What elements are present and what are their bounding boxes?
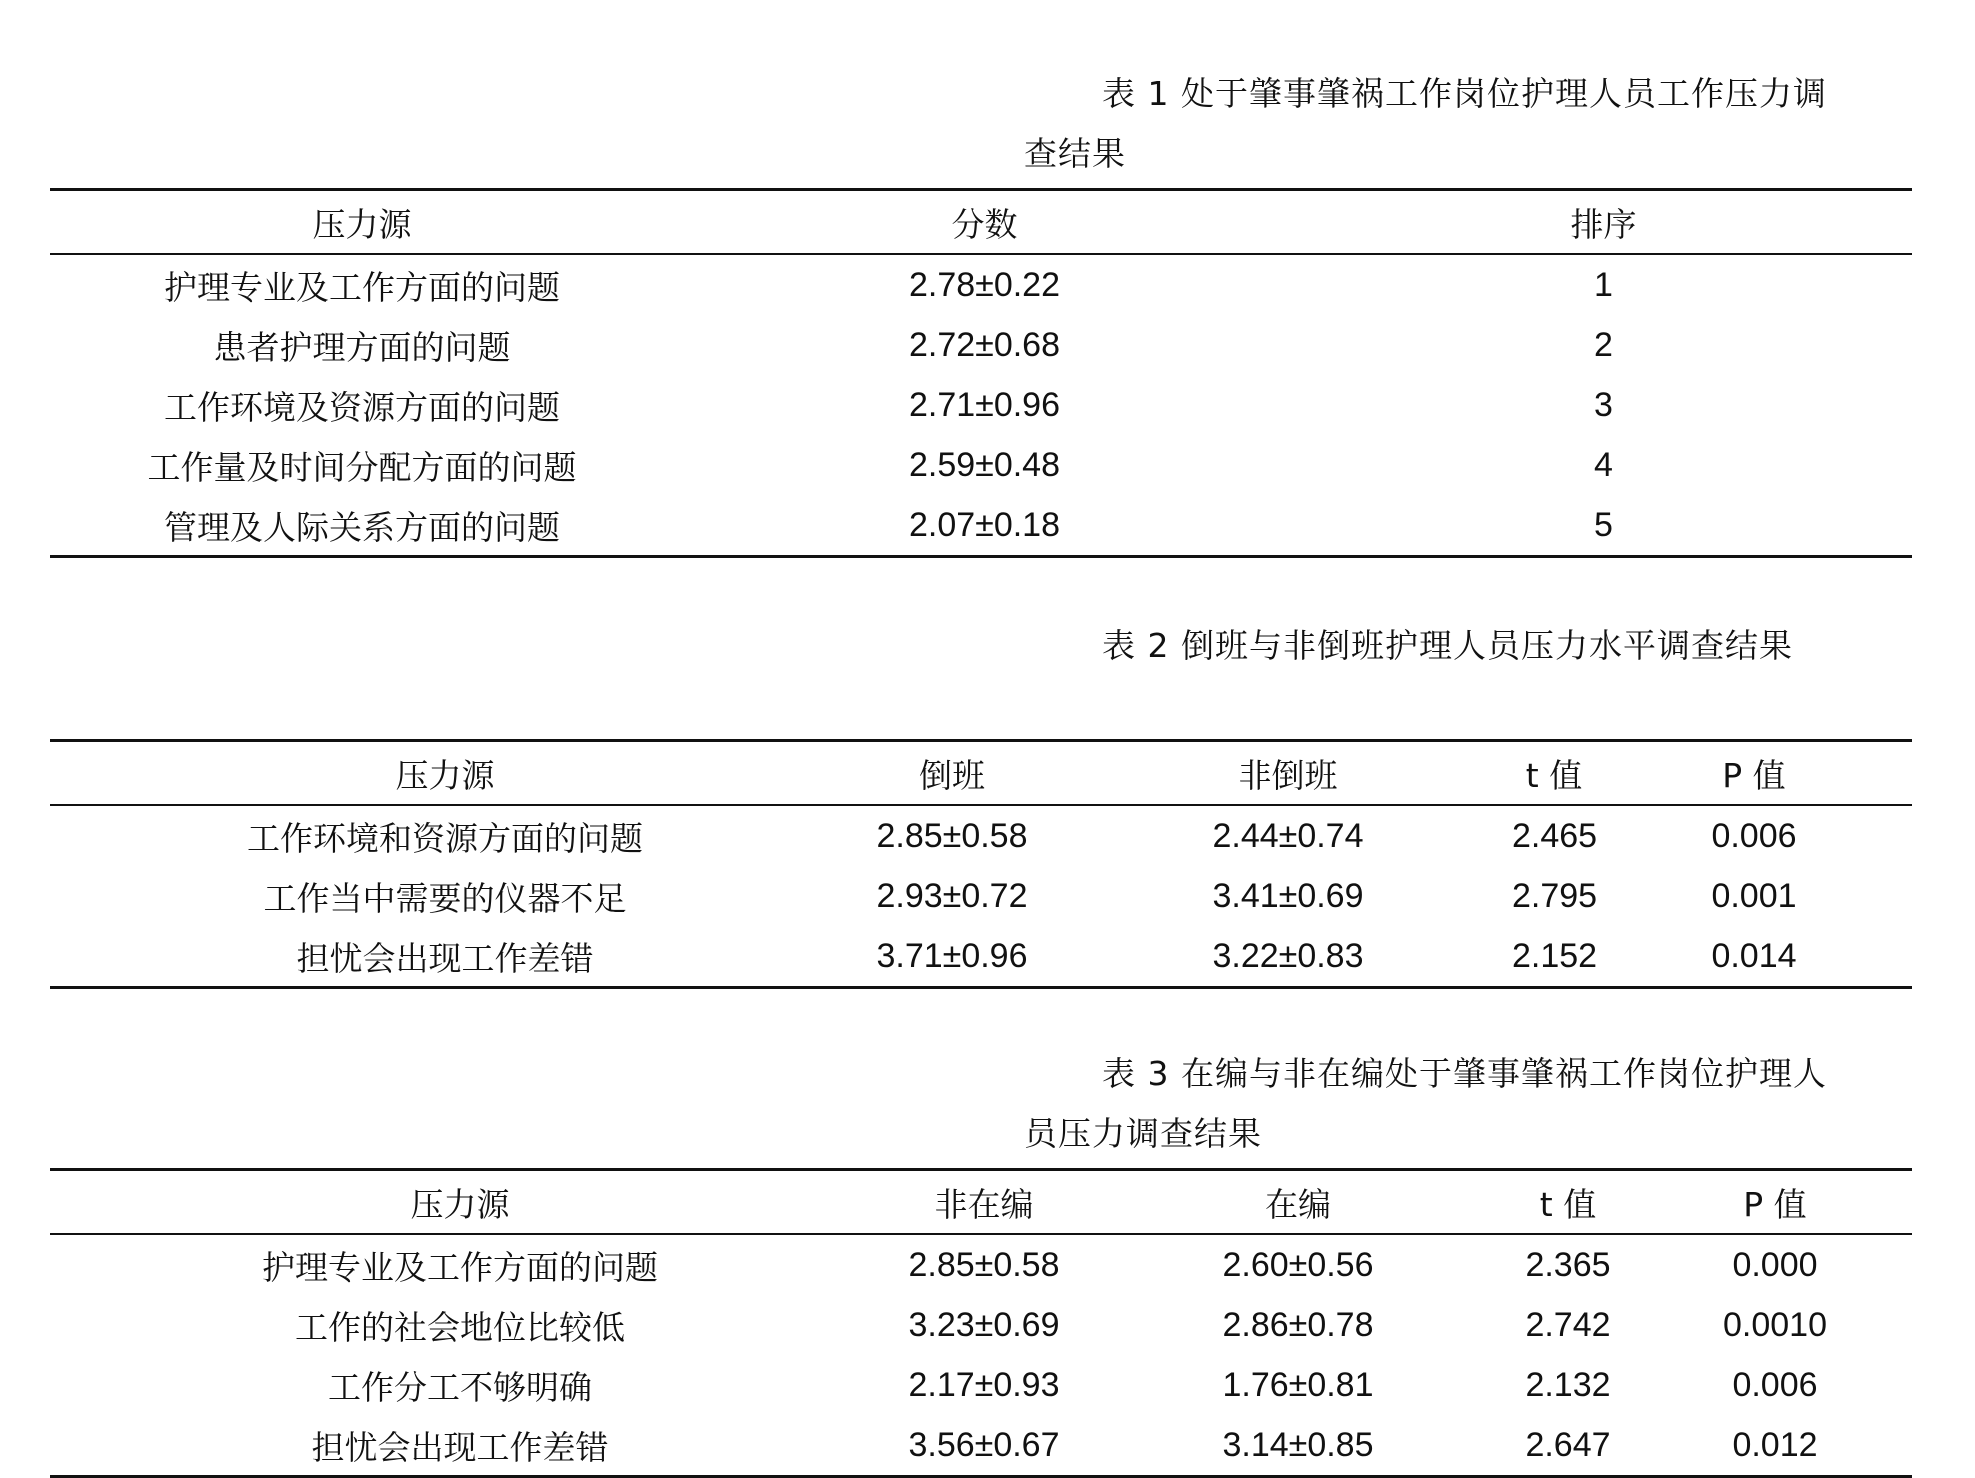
table3-cell: 2.60±0.56 xyxy=(1222,1245,1374,1284)
table1-cell: 2.71±0.96 xyxy=(908,385,1060,424)
table1-caption-line2: 查结果 xyxy=(1024,134,1126,173)
table-row xyxy=(50,805,1912,866)
table-row xyxy=(50,1355,1912,1415)
table-row xyxy=(50,866,1912,926)
table1-cell: 3 xyxy=(1594,385,1613,424)
table3-caption-line2: 员压力调查结果 xyxy=(1024,1114,1262,1153)
table2-header: 倒班 xyxy=(840,741,1064,806)
table1-cell: 工作量及时间分配方面的问题 xyxy=(147,447,577,487)
table3-cell: 2.86±0.78 xyxy=(1222,1305,1374,1344)
table3-cell: 3.14±0.85 xyxy=(1098,1415,1498,1477)
table1-header: 排序 xyxy=(1295,190,1912,255)
table3-cell: 护理专业及工作方面的问题 xyxy=(262,1247,658,1287)
table-row xyxy=(50,254,1912,315)
table3-header: P 值 xyxy=(1638,1170,1912,1235)
table3-caption-line1: 表 3 在编与非在编处于肇事肇祸工作岗位护理人 xyxy=(1102,1054,1827,1093)
table1-cell: 工作环境及资源方面的问题 xyxy=(164,387,560,427)
table3-header: 压力源 xyxy=(50,1170,870,1235)
table2-cell: 0.006 xyxy=(1711,816,1797,855)
table3-cell: 2.742 xyxy=(1525,1305,1611,1344)
table1-cell: 管理及人际关系方面的问题 xyxy=(50,495,674,557)
table2 xyxy=(50,739,1912,989)
table2-cell: 3.41±0.69 xyxy=(1212,876,1364,915)
table1-cell: 2.59±0.48 xyxy=(908,445,1060,484)
table3-cell: 担忧会出现工作差错 xyxy=(50,1415,870,1477)
table2-cell: 0.014 xyxy=(1596,926,1912,988)
table1-header: 分数 xyxy=(674,190,1295,255)
table1-cell: 5 xyxy=(1295,495,1912,557)
table1-header: 压力源 xyxy=(50,190,674,255)
table2-header: P 值 xyxy=(1596,741,1912,806)
table-row xyxy=(50,435,1912,495)
table2-cell: 0.001 xyxy=(1711,876,1797,915)
table2-cell: 2.93±0.72 xyxy=(876,876,1028,915)
table-row xyxy=(50,1295,1912,1355)
table3-cell: 工作分工不够明确 xyxy=(328,1367,592,1407)
table1 xyxy=(50,188,1912,558)
table3-cell: 3.56±0.67 xyxy=(870,1415,1098,1477)
table2-header-row xyxy=(50,741,1912,806)
table1-cell: 2.72±0.68 xyxy=(908,325,1060,364)
table2-header: 压力源 xyxy=(50,741,840,806)
table2-cell: 3.71±0.96 xyxy=(840,926,1064,988)
table2-cell: 2.85±0.58 xyxy=(876,816,1028,855)
table3-header-row xyxy=(50,1170,1912,1235)
table3-cell: 2.132 xyxy=(1525,1365,1611,1404)
table3-header: 在编 xyxy=(1098,1170,1498,1235)
table2-cell: 担忧会出现工作差错 xyxy=(50,926,840,988)
table3-cell: 0.000 xyxy=(1732,1245,1818,1284)
table3-cell: 2.85±0.58 xyxy=(908,1245,1060,1284)
table1-cell: 1 xyxy=(1594,265,1613,304)
table2-caption: 表 2 倒班与非倒班护理人员压力水平调查结果 xyxy=(1102,626,1793,665)
table3-header: 非在编 xyxy=(870,1170,1098,1235)
table1-cell: 患者护理方面的问题 xyxy=(213,327,511,367)
table3-cell: 1.76±0.81 xyxy=(1222,1365,1374,1404)
table3-cell: 工作的社会地位比较低 xyxy=(295,1307,625,1347)
table2-cell: 工作当中需要的仪器不足 xyxy=(263,878,627,918)
table3-cell: 0.012 xyxy=(1638,1415,1912,1477)
table-row xyxy=(50,315,1912,375)
table2-header: t 值 xyxy=(1512,741,1596,806)
table2-cell: 3.22±0.83 xyxy=(1064,926,1512,988)
table3-header: t 值 xyxy=(1498,1170,1638,1235)
table1-cell: 4 xyxy=(1594,445,1613,484)
table1-cell: 2.78±0.22 xyxy=(908,265,1060,304)
table3-cell: 0.006 xyxy=(1732,1365,1818,1404)
table1-caption-line1: 表 1 处于肇事肇祸工作岗位护理人员工作压力调 xyxy=(1102,74,1827,113)
table-row xyxy=(50,926,1912,988)
table1-cell: 护理专业及工作方面的问题 xyxy=(164,267,560,307)
table-row xyxy=(50,1415,1912,1477)
table3-cell: 2.17±0.93 xyxy=(908,1365,1060,1404)
table-row xyxy=(50,375,1912,435)
table3-cell: 0.0010 xyxy=(1723,1305,1827,1344)
table2-cell: 2.152 xyxy=(1512,926,1596,988)
table1-header-row xyxy=(50,190,1912,255)
table2-cell: 2.44±0.74 xyxy=(1212,816,1364,855)
table3-cell: 3.23±0.69 xyxy=(908,1305,1060,1344)
table-row xyxy=(50,1234,1912,1295)
table-row xyxy=(50,495,1912,557)
table3 xyxy=(50,1168,1912,1478)
table2-header: 非倒班 xyxy=(1064,741,1512,806)
table2-cell: 工作环境和资源方面的问题 xyxy=(247,818,643,858)
table3-cell: 2.647 xyxy=(1498,1415,1638,1477)
table2-cell: 2.465 xyxy=(1512,816,1598,855)
table1-cell: 2 xyxy=(1594,325,1613,364)
table2-cell: 2.795 xyxy=(1512,876,1598,915)
table3-cell: 2.365 xyxy=(1525,1245,1611,1284)
table1-cell: 2.07±0.18 xyxy=(674,495,1295,557)
